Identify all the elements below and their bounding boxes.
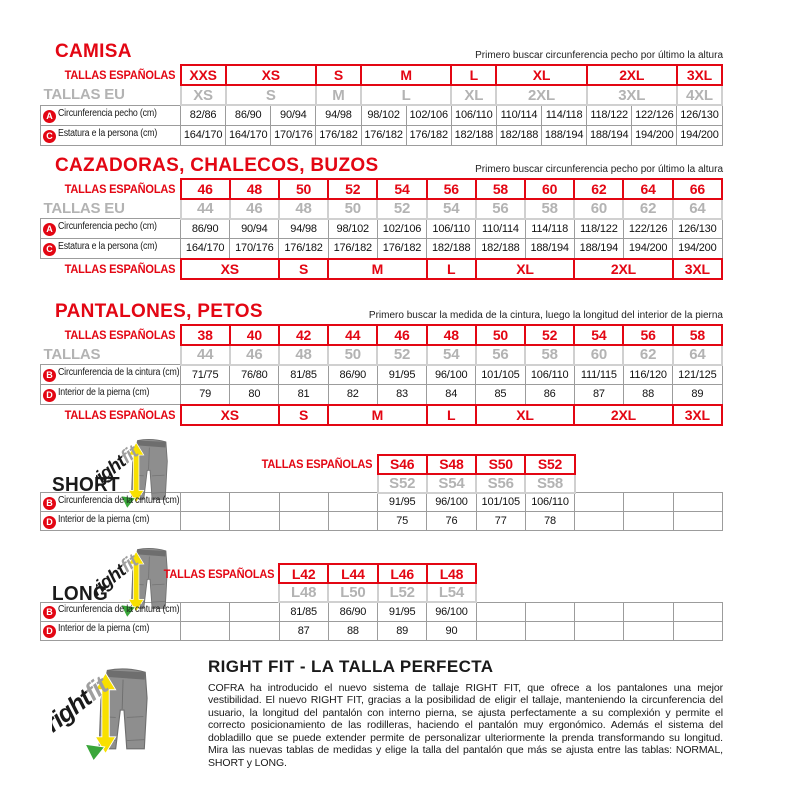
value-cell: 182/188 <box>476 239 525 259</box>
cazadoras-note: Primero buscar circunferencia pecho por último la altura <box>475 163 723 175</box>
spanish-size-cell: S52 <box>525 455 574 474</box>
cazadoras-title: CAZADORAS, CHALECOS, BUZOS <box>55 154 379 176</box>
value-cell: 188/194 <box>587 125 632 145</box>
section-cazadoras <box>40 156 723 280</box>
spanish-size-cell: 56 <box>623 325 672 345</box>
eu-size-cell: 44 <box>181 345 230 365</box>
value-cell <box>328 512 377 531</box>
eu-size-cell: 62 <box>623 199 672 219</box>
value-cell <box>230 512 279 531</box>
eu-size-cell: L50 <box>328 583 377 602</box>
value-cell: 91/95 <box>378 602 427 621</box>
spacer-cell <box>476 564 722 583</box>
value-cell: 121/125 <box>673 365 722 385</box>
spanish-sizes-label: TALLAS ESPAÑOLAS <box>163 566 275 581</box>
eu-size-cell: 62 <box>623 345 672 365</box>
spanish-sizes-label: TALLAS ESPAÑOLAS <box>64 327 176 342</box>
value-cell: 76/80 <box>230 365 279 385</box>
spanish-size-cell: 62 <box>574 179 623 199</box>
value-cell: 114/118 <box>525 219 574 239</box>
eu-size-cell: 44 <box>181 199 230 219</box>
value-cell: 102/106 <box>406 105 451 125</box>
value-cell <box>575 602 624 621</box>
value-cell: 118/122 <box>574 219 623 239</box>
section-long <box>40 563 723 641</box>
eu-size-cell: 58 <box>525 199 574 219</box>
eu-size-cell: S <box>226 85 316 105</box>
value-cell: 98/102 <box>361 105 406 125</box>
row-label: C Estatura e la persona (cm) <box>41 125 181 145</box>
row-label: A Circunferencia pecho (cm) <box>41 219 181 239</box>
eu-size-cell: 60 <box>574 199 623 219</box>
spanish-size-cell: 3XL <box>677 65 722 85</box>
short-label: SHORT <box>52 473 120 496</box>
value-cell: 87 <box>574 385 623 405</box>
value-cell: 101/105 <box>476 365 525 385</box>
value-cell: 122/126 <box>623 219 672 239</box>
value-cell <box>328 493 377 512</box>
value-cell <box>575 512 624 531</box>
value-cell: 79 <box>181 385 230 405</box>
eu-size-cell: 46 <box>230 199 279 219</box>
row-badge-b: B <box>43 606 56 619</box>
value-cell: 126/130 <box>673 219 722 239</box>
value-cell: 188/194 <box>525 239 574 259</box>
spanish-size-cell: L44 <box>328 564 377 583</box>
value-cell <box>279 512 328 531</box>
spacer-cell <box>575 455 723 474</box>
pantalones-note: Primero buscar la medida de la cintura, luego la longitud del interior de la pierna <box>368 309 723 321</box>
pantalones-title: PANTALONES, PETOS <box>55 300 263 322</box>
value-cell: 85 <box>476 385 525 405</box>
row-label: B Circunferencia de la cintura (cm) <box>41 602 181 621</box>
value-cell: 194/200 <box>677 125 722 145</box>
spanish-size-cell: XS <box>226 65 316 85</box>
value-cell: 90 <box>427 621 476 640</box>
spanish-size-cell: 48 <box>427 325 476 345</box>
eu-size-cell: S54 <box>427 474 476 493</box>
eu-size-cell: L52 <box>378 583 427 602</box>
value-cell: 170/176 <box>230 239 279 259</box>
eu-size-cell: 2XL <box>496 85 586 105</box>
spanish-size-cell: L46 <box>378 564 427 583</box>
value-cell: 81/85 <box>279 365 328 385</box>
eu-size-cell: 64 <box>673 345 722 365</box>
spanish-size-cell: 44 <box>328 325 377 345</box>
spanish-size-cell: S <box>316 65 361 85</box>
mapped-size-cell: 2XL <box>574 259 672 279</box>
value-cell: 170/176 <box>271 125 316 145</box>
row-label: D Interior de la pierna (cm) <box>41 385 181 405</box>
eu-size-cell: L <box>361 85 451 105</box>
mapped-size-cell: XS <box>181 259 279 279</box>
spanish-size-cell: 48 <box>230 179 279 199</box>
spanish-size-cell: 52 <box>525 325 574 345</box>
value-cell: 90/94 <box>230 219 279 239</box>
value-cell: 102/106 <box>377 219 426 239</box>
value-cell: 71/75 <box>181 365 230 385</box>
section-short <box>40 454 723 532</box>
row-badge-d: D <box>43 625 56 638</box>
value-cell <box>624 602 673 621</box>
row-label: B Circunferencia de la cintura (cm) <box>41 365 181 385</box>
eu-size-cell: L48 <box>279 583 328 602</box>
value-cell <box>673 512 722 531</box>
mapped-size-cell: L <box>427 405 476 425</box>
eu-size-cell: S52 <box>378 474 427 493</box>
mapped-size-cell: XL <box>476 405 574 425</box>
row-label: D Interior de la pierna (cm) <box>41 512 181 531</box>
row-label: A Circunferencia pecho (cm) <box>41 105 181 125</box>
section-pantalones <box>40 302 723 426</box>
value-cell: 188/194 <box>574 239 623 259</box>
eu-size-cell: S58 <box>525 474 574 493</box>
row-badge-d: D <box>43 389 56 402</box>
row-badge-c: C <box>43 243 56 256</box>
section-rightfit <box>40 655 723 770</box>
eu-sizes-label: TALLAS EU <box>43 199 125 217</box>
value-cell: 176/182 <box>316 125 361 145</box>
eu-size-cell: M <box>316 85 361 105</box>
row-badge-a: A <box>43 110 56 123</box>
eu-size-cell: S56 <box>476 474 525 493</box>
value-cell: 83 <box>377 385 426 405</box>
eu-size-cell: 52 <box>377 345 426 365</box>
value-cell: 176/182 <box>328 239 377 259</box>
value-cell: 182/188 <box>451 125 496 145</box>
value-cell <box>673 621 722 640</box>
value-cell <box>673 493 722 512</box>
spanish-sizes-label: TALLAS ESPAÑOLAS <box>261 457 373 471</box>
value-cell <box>181 493 230 512</box>
value-cell: 96/100 <box>427 365 476 385</box>
mapped-size-cell: L <box>427 259 476 279</box>
camisa-note: Primero buscar circunferencia pecho por último la altura <box>475 50 723 61</box>
spanish-size-cell: 66 <box>673 179 722 199</box>
spanish-size-cell: 56 <box>427 179 476 199</box>
mapped-size-cell: 2XL <box>574 405 672 425</box>
value-cell: 86/90 <box>328 602 377 621</box>
row-badge-a: A <box>43 223 56 236</box>
value-cell: 106/110 <box>525 365 574 385</box>
value-cell: 122/126 <box>632 105 677 125</box>
eu-size-cell: 50 <box>328 345 377 365</box>
value-cell: 176/182 <box>406 125 451 145</box>
spacer-cell <box>575 474 723 493</box>
spanish-size-cell: M <box>361 65 451 85</box>
value-cell <box>575 493 624 512</box>
value-cell: 94/98 <box>316 105 361 125</box>
value-cell: 110/114 <box>476 219 525 239</box>
eu-size-cell: 50 <box>328 199 377 219</box>
spanish-size-cell: 2XL <box>587 65 677 85</box>
camisa-title: CAMISA <box>55 41 132 62</box>
value-cell: 75 <box>378 512 427 531</box>
eu-size-cell: 56 <box>476 199 525 219</box>
value-cell: 77 <box>476 512 525 531</box>
spanish-size-cell: XL <box>496 65 586 85</box>
row-label: D Interior de la pierna (cm) <box>41 621 181 640</box>
value-cell: 118/122 <box>587 105 632 125</box>
value-cell: 86/90 <box>226 105 271 125</box>
value-cell <box>673 602 722 621</box>
value-cell <box>525 621 574 640</box>
value-cell: 194/200 <box>623 239 672 259</box>
spanish-size-cell: 40 <box>230 325 279 345</box>
spanish-size-cell: S48 <box>427 455 476 474</box>
long-label: LONG <box>52 583 109 605</box>
rightfit-logo <box>52 659 172 763</box>
value-cell: 194/200 <box>632 125 677 145</box>
value-cell: 176/182 <box>361 125 406 145</box>
value-cell: 81/85 <box>279 602 328 621</box>
spanish-size-cell: L48 <box>427 564 476 583</box>
value-cell: 176/182 <box>279 239 328 259</box>
value-cell: 188/194 <box>542 125 587 145</box>
value-cell <box>476 602 525 621</box>
eu-size-cell: 46 <box>230 345 279 365</box>
value-cell: 106/110 <box>525 493 574 512</box>
spacer-cell <box>476 583 722 602</box>
value-cell: 86/90 <box>181 219 230 239</box>
section-camisa <box>40 42 723 146</box>
eu-size-cell: 48 <box>279 345 328 365</box>
value-cell: 82/86 <box>181 105 226 125</box>
value-cell <box>476 621 525 640</box>
eu-size-cell: 54 <box>427 345 476 365</box>
eu-sizes-label: TALLAS <box>43 345 101 363</box>
value-cell <box>624 621 673 640</box>
value-cell: 94/98 <box>279 219 328 239</box>
eu-size-cell: 58 <box>525 345 574 365</box>
value-cell: 96/100 <box>427 493 476 512</box>
spanish-size-cell: 58 <box>673 325 722 345</box>
value-cell <box>575 621 624 640</box>
spanish-size-cell: 46 <box>377 325 426 345</box>
eu-size-cell: L54 <box>427 583 476 602</box>
spanish-size-cell: 52 <box>328 179 377 199</box>
value-cell: 76 <box>427 512 476 531</box>
spanish-size-cell: 60 <box>525 179 574 199</box>
value-cell <box>624 512 673 531</box>
value-cell: 98/102 <box>328 219 377 239</box>
row-badge-b: B <box>43 497 56 510</box>
value-cell: 114/118 <box>542 105 587 125</box>
value-cell: 176/182 <box>377 239 426 259</box>
value-cell: 88 <box>623 385 672 405</box>
value-cell <box>181 602 230 621</box>
value-cell: 106/110 <box>451 105 496 125</box>
spanish-sizes-label: TALLAS ESPAÑOLAS <box>64 68 176 82</box>
spanish-size-cell: 50 <box>279 179 328 199</box>
value-cell <box>230 621 279 640</box>
value-cell: 182/188 <box>427 239 476 259</box>
value-cell: 194/200 <box>673 239 722 259</box>
spanish-sizes-label: TALLAS ESPAÑOLAS <box>64 181 176 196</box>
row-badge-d: D <box>43 516 56 529</box>
eu-size-cell: 48 <box>279 199 328 219</box>
eu-sizes-label: TALLAS EU <box>43 86 125 104</box>
mapped-size-cell: M <box>328 405 426 425</box>
mapped-size-cell: XS <box>181 405 279 425</box>
spanish-size-cell: S46 <box>378 455 427 474</box>
value-cell: 111/115 <box>574 365 623 385</box>
mapped-size-cell: XL <box>476 259 574 279</box>
row-label: C Estatura e la persona (cm) <box>41 239 181 259</box>
value-cell: 126/130 <box>677 105 722 125</box>
cazadoras-size-table <box>40 178 723 280</box>
spanish-sizes-label: TALLAS ESPAÑOLAS <box>64 407 176 422</box>
mapped-size-cell: M <box>328 259 426 279</box>
value-cell <box>230 493 279 512</box>
value-cell: 182/188 <box>496 125 541 145</box>
mapped-size-cell: 3XL <box>673 405 722 425</box>
value-cell: 88 <box>328 621 377 640</box>
value-cell: 87 <box>279 621 328 640</box>
mapped-size-cell: S <box>279 405 328 425</box>
row-badge-c: C <box>43 130 56 143</box>
mapped-size-cell: S <box>279 259 328 279</box>
value-cell: 86/90 <box>328 365 377 385</box>
eu-size-cell: 56 <box>476 345 525 365</box>
rightfit-paragraph: COFRA ha introducido el nuevo sistema de tallaje RIGHT FIT, que ofrece a los pantalones una mejor vestibilidad. El nuevo RIGHT FIT, gracias a la posibilidad de eligir el tallaje, manteniendo la circunferencia del usuario, la longitud del pantalón con interno pierna, se ajusta perfectamente a su complexión y permite el correcto posicionamiento de las rodilleras, haciendo el pantalón muy ergonómico. Además el sistema del dobladillo que se puede extender permite de personalizar ulteriormente la prenda transformando su longitud. Mira las nuevas tablas de medidas y elige la talla del pantalón que más se ajusta entre las tablas: NORMAL, SHORT y LONG. <box>208 681 723 770</box>
value-cell: 81 <box>279 385 328 405</box>
value-cell: 89 <box>673 385 722 405</box>
spanish-size-cell: 54 <box>574 325 623 345</box>
value-cell: 78 <box>525 512 574 531</box>
rightfit-title: RIGHT FIT - LA TALLA PERFECTA <box>208 656 494 676</box>
value-cell: 91/95 <box>377 365 426 385</box>
value-cell <box>230 602 279 621</box>
value-cell: 91/95 <box>378 493 427 512</box>
mapped-size-cell: 3XL <box>673 259 722 279</box>
spanish-size-cell: 38 <box>181 325 230 345</box>
value-cell: 164/170 <box>181 239 230 259</box>
row-label: B Circunferencia de la cintura (cm) <box>41 493 181 512</box>
spanish-size-cell: L42 <box>279 564 328 583</box>
spanish-size-cell: 42 <box>279 325 328 345</box>
camisa-size-table <box>40 64 723 146</box>
spanish-size-cell: S50 <box>476 455 525 474</box>
value-cell <box>279 493 328 512</box>
value-cell <box>181 621 230 640</box>
spanish-size-cell: 64 <box>623 179 672 199</box>
value-cell: 164/170 <box>226 125 271 145</box>
eu-size-cell: 52 <box>377 199 426 219</box>
value-cell: 82 <box>328 385 377 405</box>
spanish-size-cell: 50 <box>476 325 525 345</box>
value-cell: 110/114 <box>496 105 541 125</box>
eu-size-cell: 4XL <box>677 85 722 105</box>
value-cell: 101/105 <box>476 493 525 512</box>
value-cell: 106/110 <box>427 219 476 239</box>
value-cell <box>181 512 230 531</box>
eu-size-cell: 60 <box>574 345 623 365</box>
eu-size-cell: XL <box>451 85 496 105</box>
rightfit-logo-block <box>40 655 208 770</box>
eu-size-cell: XS <box>181 85 226 105</box>
value-cell: 84 <box>427 385 476 405</box>
value-cell: 96/100 <box>427 602 476 621</box>
spanish-size-cell: 58 <box>476 179 525 199</box>
row-badge-b: B <box>43 369 56 382</box>
spanish-size-cell: L <box>451 65 496 85</box>
value-cell <box>525 602 574 621</box>
eu-size-cell: 3XL <box>587 85 677 105</box>
eu-size-cell: 64 <box>673 199 722 219</box>
spanish-size-cell: 54 <box>377 179 426 199</box>
value-cell: 116/120 <box>623 365 672 385</box>
value-cell: 90/94 <box>271 105 316 125</box>
value-cell: 86 <box>525 385 574 405</box>
pantalones-size-table <box>40 324 723 426</box>
spanish-sizes-label: TALLAS ESPAÑOLAS <box>64 261 176 276</box>
value-cell: 164/170 <box>181 125 226 145</box>
value-cell: 89 <box>378 621 427 640</box>
value-cell: 80 <box>230 385 279 405</box>
spanish-size-cell: XXS <box>181 65 226 85</box>
value-cell <box>624 493 673 512</box>
eu-size-cell: 54 <box>427 199 476 219</box>
spanish-size-cell: 46 <box>181 179 230 199</box>
